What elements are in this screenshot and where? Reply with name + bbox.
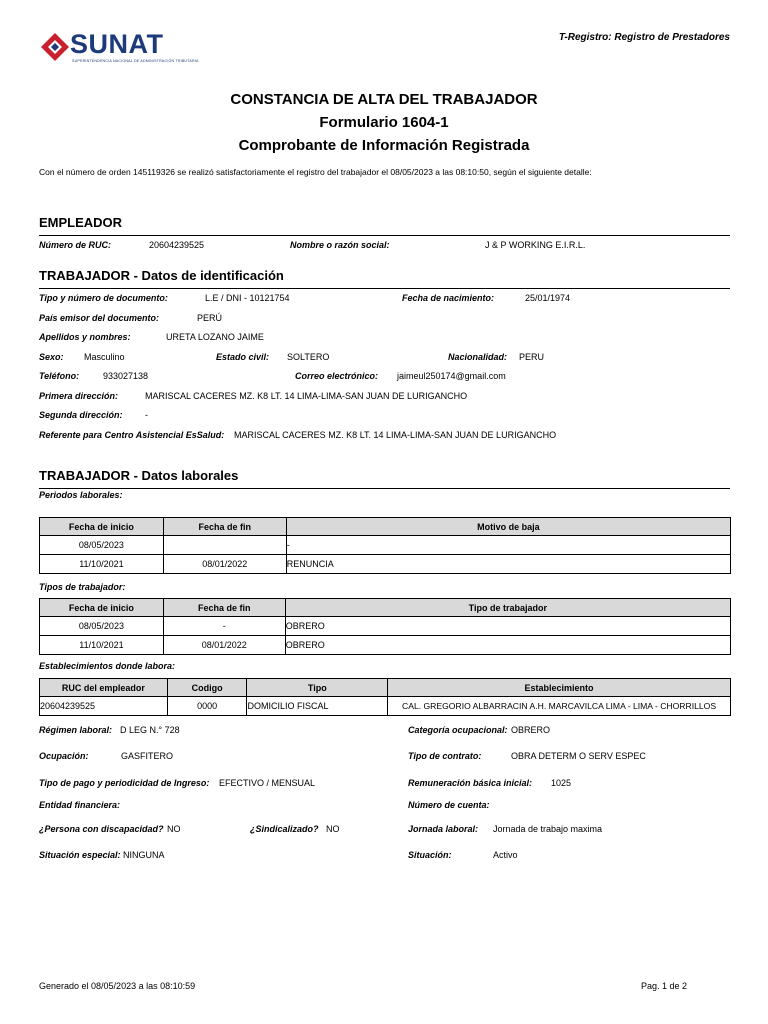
- estado-civil-label: Estado civil:: [216, 352, 270, 362]
- discapacidad-value: NO: [167, 824, 181, 834]
- sunat-logo: [40, 28, 199, 68]
- col-tipo: Tipo: [247, 679, 388, 697]
- table-row: [40, 555, 731, 574]
- establecimientos-table: [39, 678, 731, 716]
- periodos-table: [39, 517, 731, 574]
- logo-text: SUNAT: [70, 29, 164, 59]
- col-fecha-fin: Fecha de fin: [163, 518, 286, 536]
- table-row: [40, 536, 731, 555]
- jornada-label: Jornada laboral:: [408, 824, 479, 834]
- referente-essalud-label: Referente para Centro Asistencial EsSalud:: [39, 430, 225, 440]
- table-cell: 20604239525: [40, 697, 168, 716]
- col-fecha-fin: Fecha de fin: [163, 599, 285, 617]
- telefono-value: 933027138: [103, 371, 149, 381]
- remuneracion-value: 1025: [551, 778, 572, 788]
- sexo-value: Masculino: [84, 352, 125, 362]
- table-cell: 08/05/2023: [40, 617, 164, 636]
- ocupacion-value: GASFITERO: [121, 751, 174, 761]
- tipo-pago-label: Tipo de pago y periodicidad de Ingreso:: [39, 778, 210, 788]
- table-cell: 08/01/2022: [163, 636, 285, 655]
- establecimientos-label: Establecimientos donde labora:: [39, 661, 176, 671]
- entidad-financiera-label: Entidad financiera:: [39, 800, 121, 810]
- tipo-documento-label: Tipo y número de documento:: [39, 293, 168, 303]
- divider: [39, 288, 730, 289]
- divider: [39, 235, 730, 236]
- col-fecha-inicio: Fecha de inicio: [40, 518, 164, 536]
- col-fecha-inicio: Fecha de inicio: [40, 599, 164, 617]
- primera-direccion-value: MARISCAL CACERES MZ. K8 LT. 14 LIMA-LIMA-SAN JUAN DE LURIGANCHO: [145, 391, 468, 401]
- table-cell: OBRERO: [285, 617, 730, 636]
- fecha-nacimiento-label: Fecha de nacimiento:: [402, 293, 495, 303]
- razon-social-value: J & P WORKING E.I.R.L.: [485, 240, 586, 250]
- table-cell: -: [286, 536, 730, 555]
- remuneracion-label: Remuneración básica inicial:: [408, 778, 533, 788]
- table-row: [40, 636, 731, 655]
- col-tipo-trabajador: Tipo de trabajador: [285, 599, 730, 617]
- col-establecimiento: Establecimiento: [388, 679, 731, 697]
- laborales-heading: TRABAJADOR - Datos laborales: [39, 468, 239, 483]
- page-number: Pag. 1 de 2: [641, 981, 688, 991]
- tipos-trabajador-label: Tipos de trabajador:: [39, 582, 126, 592]
- tipo-contrato-value: OBRA DETERM O SERV ESPEC: [511, 751, 646, 761]
- jornada-value: Jornada de trabajo maxima: [493, 824, 603, 834]
- table-cell: OBRERO: [285, 636, 730, 655]
- logo-subtitle: SUPERINTENDENCIA NACIONAL DE ADMINISTRACIÓN TRIBUTARIA: [72, 59, 199, 63]
- col-motivo-baja: Motivo de baja: [286, 518, 730, 536]
- table-cell: 08/05/2023: [40, 536, 164, 555]
- segunda-direccion-label: Segunda dirección:: [39, 410, 123, 420]
- table-cell: 11/10/2021: [40, 555, 164, 574]
- correo-value: jaimeul250174@gmail.com: [397, 371, 506, 381]
- situacion-label: Situación:: [408, 850, 452, 860]
- referente-essalud-value: MARISCAL CACERES MZ. K8 LT. 14 LIMA-LIMA-SAN JUAN DE LURIGANCHO: [234, 430, 557, 440]
- system-title: T-Registro: Registro de Prestadores: [558, 32, 730, 43]
- table-cell: 0000: [167, 697, 247, 716]
- tipo-contrato-label: Tipo de contrato:: [408, 751, 482, 761]
- primera-direccion-label: Primera dirección:: [39, 391, 119, 401]
- divider: [39, 488, 730, 489]
- table-row: [40, 617, 731, 636]
- discapacidad-label: ¿Persona con discapacidad?: [39, 824, 164, 834]
- ocupacion-label: Ocupación:: [39, 751, 89, 761]
- razon-social-label: Nombre o razón social:: [290, 240, 390, 250]
- correo-label: Correo electrónico:: [295, 371, 379, 381]
- sindicalizado-label: ¿Sindicalizado?: [250, 824, 319, 834]
- regimen-label: Régimen laboral:: [39, 725, 113, 735]
- categoria-value: OBRERO: [511, 725, 551, 735]
- nacionalidad-value: PERU: [519, 352, 545, 362]
- estado-civil-value: SOLTERO: [287, 352, 330, 362]
- sunat-emblem-icon: [40, 32, 70, 62]
- ruc-label: Número de RUC:: [39, 240, 112, 250]
- identificacion-heading: TRABAJADOR - Datos de identificación: [39, 268, 284, 283]
- empleador-heading: EMPLEADOR: [39, 215, 123, 230]
- telefono-label: Teléfono:: [39, 371, 80, 381]
- tipos-trabajador-table: [39, 598, 731, 655]
- segunda-direccion-value: -: [145, 410, 148, 420]
- table-cell: -: [163, 617, 285, 636]
- table-cell: CAL. GREGORIO ALBARRACIN A.H. MARCAVILCA LIMA - LIMA - CHORRILLOS: [388, 697, 731, 716]
- col-codigo: Codigo: [167, 679, 247, 697]
- form-number: Formulario 1604-1: [319, 114, 449, 131]
- document-subtitle: Comprobante de Información Registrada: [238, 137, 530, 154]
- nacionalidad-label: Nacionalidad:: [448, 352, 508, 362]
- periodos-label: Periodos laborales:: [39, 490, 123, 500]
- pais-emisor-label: País emisor del documento:: [39, 313, 160, 323]
- table-cell: RENUNCIA: [286, 555, 730, 574]
- col-ruc-empleador: RUC del empleador: [40, 679, 168, 697]
- nombres-label: Apellidos y nombres:: [39, 332, 131, 342]
- ruc-value: 20604239525: [149, 240, 205, 250]
- sexo-label: Sexo:: [39, 352, 64, 362]
- situacion-especial-value: NINGUNA: [123, 850, 165, 860]
- situacion-value: Activo: [493, 850, 518, 860]
- sindicalizado-value: NO: [326, 824, 340, 834]
- regimen-value: D LEG N.° 728: [120, 725, 180, 735]
- tipo-documento-value: L.E / DNI - 10121754: [205, 293, 290, 303]
- table-cell: DOMICILIO FISCAL: [247, 697, 388, 716]
- fecha-nacimiento-value: 25/01/1974: [525, 293, 571, 303]
- intro-text: Con el número de orden 145119326 se realizó satisfactoriamente el registro del trabajador el 08/05/2023 a las 08:10:50, según el siguiente detalle:: [39, 167, 592, 177]
- tipo-pago-value: EFECTIVO / MENSUAL: [219, 778, 316, 788]
- situacion-especial-label: Situación especial:: [39, 850, 121, 860]
- numero-cuenta-label: Número de cuenta:: [408, 800, 490, 810]
- nombres-value: URETA LOZANO JAIME: [166, 332, 264, 342]
- generated-timestamp: Generado el 08/05/2023 a las 08:10:59: [39, 981, 196, 991]
- table-cell: [163, 536, 286, 555]
- table-cell: 08/01/2022: [163, 555, 286, 574]
- table-row: [40, 697, 731, 716]
- pais-emisor-value: PERÚ: [197, 313, 223, 323]
- categoria-label: Categoría ocupacional:: [408, 725, 508, 735]
- document-title: CONSTANCIA DE ALTA DEL TRABAJADOR: [230, 91, 538, 108]
- table-cell: 11/10/2021: [40, 636, 164, 655]
